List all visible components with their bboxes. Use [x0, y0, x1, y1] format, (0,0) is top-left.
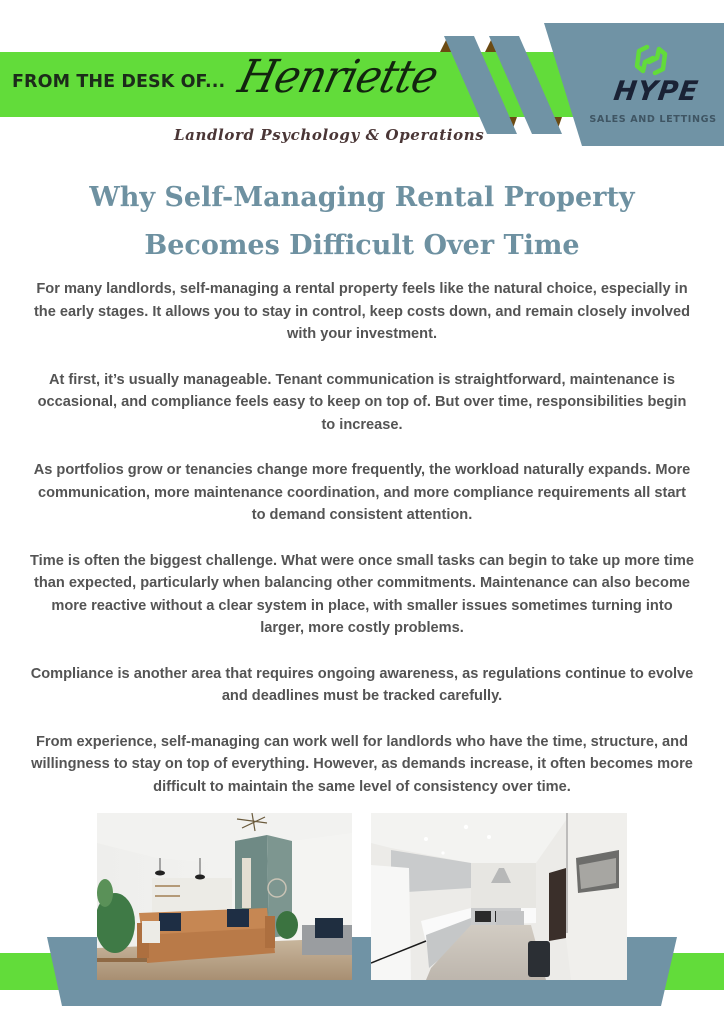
paragraph: From experience, self-managing can work well for landlords who have the time, structure, and willingness to stay on top of everything. However, as demands increase, it often becomes more difficult to maintain the same level of consistency over time. — [31, 733, 693, 795]
paragraph: As portfolios grow or tenancies change more frequently, the workload naturally expands. More communication, more maintenance coordination, and more compliance requirements all start to demand consistent attention. — [33, 462, 691, 523]
article-body — [30, 278, 694, 821]
column-subtitle: Landlord Psychology & Operations — [174, 126, 485, 144]
title-line-1: Why Self-Managing Rental Property — [89, 182, 635, 213]
paragraph: Compliance is another area that requires ongoing awareness, as regulations continue to evolve and deadlines must be tracked carefully. — [30, 665, 694, 704]
from-the-desk-label: FROM THE DESK OF... — [12, 72, 226, 92]
kitchen-photo — [371, 813, 627, 980]
paragraph: At first, it’s usually manageable. Tenant communication is straightforward, maintenance is occasional, and compliance feels easy to keep on top of. But over time, responsibilities begin to increase. — [37, 371, 687, 433]
hype-h-logo-icon — [633, 44, 669, 76]
living-room-photo — [97, 813, 352, 980]
paragraph: Time is often the biggest challenge. What were once small tasks can begin to take up more time than expected, particularly when balancing other commitments. Maintenance can also become more reactive without a clear system in place, with smaller issues sometimes turning into larger, more costly problems. — [30, 552, 694, 636]
article-title — [40, 174, 684, 270]
author-signature: Henriette — [233, 50, 444, 103]
paragraph: For many landlords, self-managing a rental property feels like the natural choice, especially in the early stages. It allows you to stay in control, keep costs down, and remain closely involved with your investment. — [33, 281, 691, 342]
logo-wordmark: HYPE — [611, 76, 701, 107]
title-line-2: Becomes Difficult Over Time — [144, 230, 580, 261]
logo-tagline: SALES AND LETTINGS — [589, 114, 717, 125]
